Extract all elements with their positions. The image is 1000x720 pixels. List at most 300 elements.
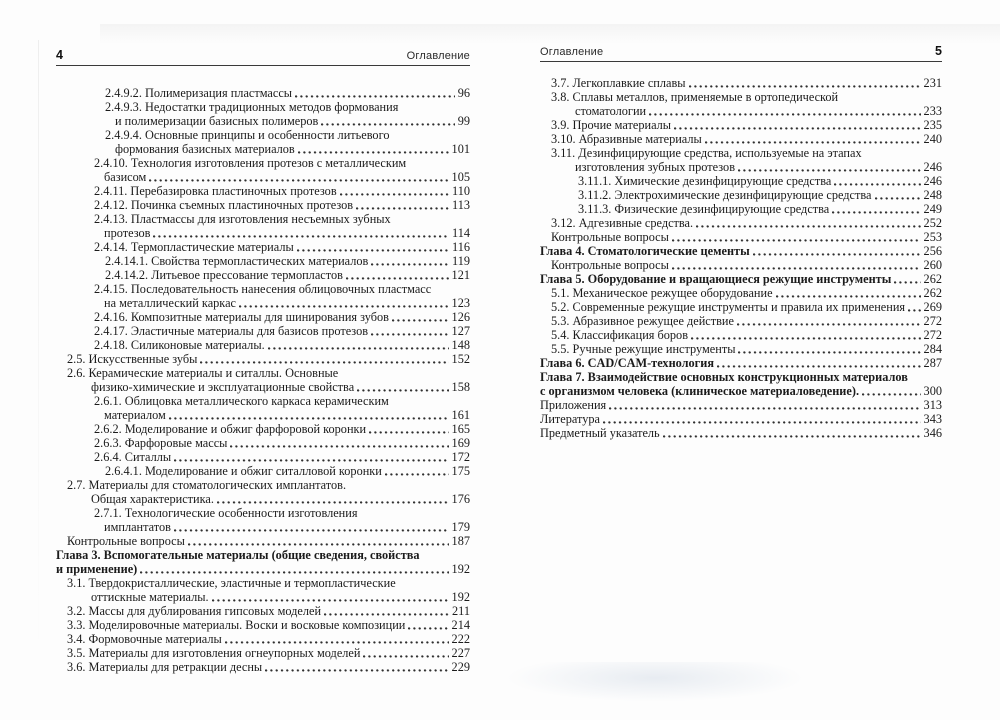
toc-entry-text: 5.3. Абразивное режущее действие — [551, 314, 734, 328]
toc-entry-text: Общая характеристика. — [91, 492, 214, 506]
toc-line — [56, 464, 470, 478]
toc-line — [540, 328, 942, 342]
toc-page-ref: 229 — [451, 660, 470, 674]
dot-leader — [357, 389, 448, 392]
dot-leader — [217, 501, 449, 504]
toc-entry — [540, 132, 942, 146]
toc-line — [540, 426, 942, 440]
toc-entry — [540, 370, 942, 398]
toc-entry — [56, 422, 470, 436]
toc-entry-text: имплантатов — [104, 520, 171, 534]
toc-entry — [56, 534, 470, 548]
dot-leader — [737, 323, 921, 326]
running-head — [56, 0, 470, 62]
toc-entry — [56, 450, 470, 464]
toc-line — [56, 128, 470, 142]
toc-page-ref: 287 — [923, 356, 942, 370]
toc-line — [56, 394, 470, 408]
toc-page-ref: 231 — [923, 76, 942, 90]
toc-page-ref: 176 — [451, 492, 470, 506]
toc-entry — [56, 156, 470, 184]
toc-page-ref: 175 — [451, 464, 470, 478]
toc-entry — [56, 338, 470, 352]
toc-entry — [540, 328, 942, 342]
dot-leader — [832, 211, 920, 214]
dot-leader — [225, 641, 449, 644]
running-title: Оглавление — [540, 46, 604, 58]
dot-leader — [663, 435, 921, 438]
dot-leader — [649, 113, 920, 116]
page-left — [56, 0, 470, 674]
toc-entry — [540, 230, 942, 244]
toc-line — [56, 310, 470, 324]
dot-leader — [392, 319, 449, 322]
dot-leader — [776, 295, 921, 298]
dot-leader — [705, 141, 921, 144]
toc-entry-text: Контрольные вопросы — [67, 534, 185, 548]
toc-line — [540, 300, 942, 314]
toc-page-ref: 233 — [923, 104, 942, 118]
toc-entry-text: 3.11.3. Физические дезинфицирующие средства — [578, 202, 830, 216]
toc-entry-text: 2.4.16. Композитные материалы для шинирования зубов — [94, 310, 389, 324]
toc-line — [540, 314, 942, 328]
dot-leader — [321, 123, 454, 126]
dot-leader — [834, 183, 920, 186]
toc-entry — [56, 310, 470, 324]
toc-line — [56, 212, 470, 226]
toc-line — [540, 370, 942, 384]
toc-line — [56, 506, 470, 520]
toc-entry-text: оттискные материалы. — [91, 590, 209, 604]
toc-entry-text: изготовления зубных протезов — [575, 160, 735, 174]
toc-entry — [540, 342, 942, 356]
running-head — [540, 0, 942, 58]
dot-leader — [298, 151, 449, 154]
toc-page-ref: 269 — [923, 300, 942, 314]
toc-entry-text: 2.7. Материалы для стоматологических имплантатов. — [67, 478, 347, 492]
toc-page-ref: 179 — [451, 520, 470, 534]
toc-entry-text: 3.1. Твердокристаллические, эластичные и термопластические — [67, 576, 396, 590]
toc-page-ref: 114 — [452, 226, 470, 240]
toc-entry-text: 3.11. Дезинфицирующие средства, используемые на этапах — [551, 146, 862, 160]
toc-entry-text: 3.7. Легкоплавкие сплавы — [551, 76, 686, 90]
dot-leader — [738, 169, 921, 172]
toc-entry-text: 2.4.18. Силиконовые материалы. — [94, 338, 265, 352]
toc-entry — [540, 314, 942, 328]
toc-entry-text: 2.6.3. Фарфоровые массы — [94, 436, 228, 450]
toc-entry-text: 3.6. Материалы для ретракции десны — [67, 660, 263, 674]
toc-entries-right — [540, 76, 942, 440]
toc-entry-text: 2.4.9.3. Недостатки традиционных методов формования — [105, 100, 399, 114]
toc-line — [56, 422, 470, 436]
toc-page-ref: 192 — [451, 562, 470, 576]
toc-entry-text: 2.4.9.2. Полимеризация пластмассы — [105, 86, 293, 100]
toc-entry — [540, 300, 942, 314]
toc-line — [540, 118, 942, 132]
toc-entry-text: с организмом человека (клиническое материаловедение). — [540, 384, 860, 398]
toc-entry — [56, 436, 470, 450]
toc-line — [56, 268, 470, 282]
toc-line — [56, 170, 470, 184]
toc-entry — [56, 184, 470, 198]
dot-leader — [753, 253, 921, 256]
toc-line — [540, 76, 942, 90]
scan-shadow-bottom — [505, 662, 805, 702]
toc-page-ref: 96 — [457, 86, 470, 100]
toc-entry-text: 2.4.14.2. Литьевое прессование термопластов — [105, 268, 343, 282]
toc-line — [56, 618, 470, 632]
toc-entry-text: 3.12. Адгезивные средства. — [551, 216, 694, 230]
toc-line — [56, 450, 470, 464]
dot-leader — [346, 277, 449, 280]
dot-leader — [738, 351, 920, 354]
toc-line — [56, 366, 470, 380]
toc-line — [540, 230, 942, 244]
toc-entry — [540, 272, 942, 286]
dot-leader — [408, 627, 448, 630]
toc-entry-text: 2.4.14.1. Свойства термопластических материалов — [105, 254, 369, 268]
toc-line — [56, 632, 470, 646]
toc-entry — [540, 286, 942, 300]
toc-page-ref: 123 — [451, 296, 470, 310]
dot-leader — [371, 263, 449, 266]
toc-line — [56, 338, 470, 352]
toc-entry — [56, 282, 470, 310]
toc-page-ref: 262 — [923, 272, 942, 286]
dot-leader — [689, 85, 921, 88]
toc-page-ref: 126 — [451, 310, 470, 324]
toc-page-ref: 172 — [451, 450, 470, 464]
toc-page-ref: 240 — [923, 132, 942, 146]
toc-page-ref: 116 — [452, 240, 470, 254]
toc-entry-text: 2.4.17. Эластичные материалы для базисов протезов — [94, 324, 369, 338]
toc-line — [56, 436, 470, 450]
toc-entry-text: 5.5. Ручные режущие инструменты — [551, 342, 736, 356]
dot-leader — [691, 337, 921, 340]
toc-entry-text: 3.4. Формовочные материалы — [67, 632, 222, 646]
toc-entry-text: 3.2. Массы для дублирования гипсовых моделей — [67, 604, 322, 618]
page-right — [540, 0, 942, 440]
toc-entry — [56, 324, 470, 338]
dot-leader — [894, 281, 920, 284]
toc-line — [56, 604, 470, 618]
toc-line — [56, 86, 470, 100]
dot-leader — [169, 417, 449, 420]
toc-entry-text: 2.6.4. Ситаллы — [94, 450, 172, 464]
dot-leader — [862, 393, 921, 396]
toc-line — [56, 660, 470, 674]
toc-entry — [540, 244, 942, 258]
toc-page-ref: 227 — [451, 646, 470, 660]
dot-leader — [371, 333, 448, 336]
toc-entry-text: физико-химические и эксплуатационные свойства — [91, 380, 355, 394]
dot-leader — [696, 225, 920, 228]
toc-entry-text: 2.4.13. Пластмассы для изготовления несъемных зубных — [94, 212, 391, 226]
toc-entry-text: 2.4.10. Технология изготовления протезов с металлическим — [94, 156, 407, 170]
toc-entry — [56, 660, 470, 674]
toc-entry-text: Глава 4. Стоматологические цементы — [540, 244, 750, 258]
head-rule — [540, 61, 942, 62]
toc-entry-text: стоматологии — [575, 104, 647, 118]
toc-page-ref: 300 — [923, 384, 942, 398]
dot-leader — [609, 407, 920, 410]
toc-line — [56, 492, 470, 506]
toc-line — [56, 548, 470, 562]
toc-line — [56, 590, 470, 604]
dot-leader — [324, 613, 449, 616]
dot-leader — [674, 127, 921, 130]
dot-leader — [340, 193, 449, 196]
toc-entry — [540, 356, 942, 370]
toc-page-ref: 169 — [451, 436, 470, 450]
toc-line — [56, 254, 470, 268]
running-title: Оглавление — [406, 50, 470, 62]
toc-page-ref: 346 — [923, 426, 942, 440]
toc-entry — [56, 268, 470, 282]
toc-entry-text: 3.5. Материалы для изготовления огнеупорных моделей — [67, 646, 361, 660]
toc-entry-text: на металлический каркас — [104, 296, 237, 310]
toc-page-ref: 260 — [923, 258, 942, 272]
toc-line — [540, 412, 942, 426]
toc-page-ref: 272 — [923, 328, 942, 342]
head-rule — [56, 65, 470, 66]
toc-entry-text: 2.4.9.4. Основные принципы и особенности литьевого — [105, 128, 390, 142]
toc-line — [540, 132, 942, 146]
dot-leader — [265, 669, 448, 672]
toc-line — [56, 100, 470, 114]
toc-entry — [56, 506, 470, 534]
toc-entry-text: базисом — [104, 170, 147, 184]
toc-line — [540, 258, 942, 272]
toc-line — [56, 240, 470, 254]
toc-line — [56, 184, 470, 198]
toc-page-ref: 187 — [451, 534, 470, 548]
toc-entry — [56, 212, 470, 240]
page-edge — [38, 40, 39, 660]
toc-line — [56, 296, 470, 310]
toc-entry — [56, 464, 470, 478]
toc-line — [56, 114, 470, 128]
toc-line — [56, 352, 470, 366]
toc-entry-text: Глава 3. Вспомогательные материалы (общие сведения, свойства — [56, 548, 420, 562]
toc-line — [540, 104, 942, 118]
toc-entry-text: 2.4.14. Термопластические материалы — [94, 240, 294, 254]
toc-entry — [540, 76, 942, 90]
toc-line — [56, 562, 470, 576]
toc-line — [56, 142, 470, 156]
dot-leader — [875, 197, 921, 200]
toc-entry — [540, 188, 942, 202]
dot-leader — [908, 309, 920, 312]
toc-line — [540, 356, 942, 370]
toc-line — [56, 520, 470, 534]
toc-entry — [56, 646, 470, 660]
toc-page-ref: 119 — [452, 254, 470, 268]
toc-entry-text: 2.6. Керамические материалы и ситаллы. Основные — [67, 366, 339, 380]
toc-entry — [56, 198, 470, 212]
toc-entry — [56, 240, 470, 254]
toc-line — [56, 478, 470, 492]
toc-line — [540, 90, 942, 104]
toc-page-ref: 192 — [451, 590, 470, 604]
toc-entry — [540, 216, 942, 230]
toc-entry — [56, 366, 470, 394]
toc-entry-text: Контрольные вопросы — [551, 258, 669, 272]
toc-page-ref: 343 — [923, 412, 942, 426]
dot-leader — [200, 361, 448, 364]
toc-entry-text: 2.6.4.1. Моделирование и обжиг ситалловой коронки — [105, 464, 382, 478]
toc-entry — [540, 118, 942, 132]
toc-entry-text: 3.10. Абразивные материалы — [551, 132, 702, 146]
toc-entry-text: Глава 6. CAD/CAM-технология — [540, 356, 715, 370]
toc-line — [56, 646, 470, 660]
toc-entry-text: формования базисных материалов — [115, 142, 295, 156]
toc-line — [540, 342, 942, 356]
toc-entry-text: Контрольные вопросы — [551, 230, 669, 244]
toc-entry — [540, 398, 942, 412]
toc-page-ref: 110 — [452, 184, 470, 198]
toc-line — [56, 198, 470, 212]
page-number: 4 — [56, 48, 63, 62]
toc-entry — [56, 86, 470, 100]
dot-leader — [363, 655, 448, 658]
toc-page-ref: 246 — [923, 160, 942, 174]
dot-leader — [188, 543, 449, 546]
toc-entry-text: 3.11.2. Электрохимические дезинфицирующие средства — [578, 188, 872, 202]
dot-leader — [140, 571, 448, 574]
toc-line — [56, 576, 470, 590]
toc-entry-text: 5.2. Современные режущие инструменты и правила их применения — [551, 300, 906, 314]
toc-line — [56, 226, 470, 240]
toc-line — [540, 174, 942, 188]
toc-entry — [56, 394, 470, 422]
dot-leader — [603, 421, 921, 424]
toc-page-ref: 252 — [923, 216, 942, 230]
toc-entry — [56, 478, 470, 506]
dot-leader — [174, 459, 448, 462]
dot-leader — [385, 473, 449, 476]
toc-entry-text: и полимеризации базисных полимеров — [115, 114, 319, 128]
toc-entry-text: 5.4. Классификация боров — [551, 328, 689, 342]
dot-leader — [239, 305, 449, 308]
toc-page-ref: 105 — [451, 170, 470, 184]
toc-entry — [540, 426, 942, 440]
toc-page-ref: 161 — [451, 408, 470, 422]
toc-page-ref: 248 — [923, 188, 942, 202]
toc-entry — [56, 128, 470, 156]
toc-entry-text: 2.5. Искусственные зубы — [67, 352, 198, 366]
toc-line — [540, 272, 942, 286]
toc-page-ref: 158 — [451, 380, 470, 394]
dot-leader — [153, 235, 449, 238]
toc-entry-text: и применение) — [56, 562, 138, 576]
toc-page-ref: 272 — [923, 314, 942, 328]
toc-page-ref: 214 — [451, 618, 470, 632]
toc-entry-text: Глава 7. Взаимодействие основных конструкционных материалов — [540, 370, 908, 384]
dot-leader — [717, 365, 921, 368]
toc-entry — [540, 90, 942, 118]
dot-leader — [149, 179, 448, 182]
toc-entry-text: Приложения — [540, 398, 607, 412]
toc-entry-text: 2.7.1. Технологические особенности изготовления — [94, 506, 358, 520]
toc-page-ref: 127 — [451, 324, 470, 338]
toc-page-ref: 101 — [451, 142, 470, 156]
toc-entry — [56, 548, 470, 576]
toc-line — [540, 286, 942, 300]
toc-page-ref: 256 — [923, 244, 942, 258]
toc-entry — [56, 576, 470, 604]
page-number: 5 — [935, 44, 942, 58]
toc-entry — [56, 604, 470, 618]
dot-leader — [268, 347, 449, 350]
toc-line — [56, 408, 470, 422]
toc-entry — [56, 618, 470, 632]
dot-leader — [295, 95, 455, 98]
dot-leader — [369, 431, 448, 434]
toc-line — [56, 282, 470, 296]
toc-line — [56, 324, 470, 338]
toc-entry-text: Предметный указатель — [540, 426, 660, 440]
toc-line — [540, 398, 942, 412]
toc-entry — [56, 254, 470, 268]
toc-entry-text: 2.6.1. Облицовка металлического каркаса керамическим — [94, 394, 389, 408]
toc-entry — [540, 258, 942, 272]
toc-entries-left — [56, 86, 470, 674]
toc-entry-text: 3.3. Моделировочные материалы. Воски и восковые композиции — [67, 618, 406, 632]
toc-entry — [56, 100, 470, 128]
toc-line — [540, 384, 942, 398]
toc-line — [540, 202, 942, 216]
toc-page-ref: 99 — [457, 114, 470, 128]
toc-page-ref: 262 — [923, 286, 942, 300]
toc-page-ref: 222 — [451, 632, 470, 646]
toc-page-ref: 253 — [923, 230, 942, 244]
toc-page-ref: 152 — [451, 352, 470, 366]
toc-line — [540, 188, 942, 202]
dot-leader — [356, 207, 449, 210]
toc-entry-text: 3.11.1. Химические дезинфицирующие средства — [578, 174, 832, 188]
toc-entry-text: 2.6.2. Моделирование и обжиг фарфоровой коронки — [94, 422, 367, 436]
toc-entry — [56, 632, 470, 646]
dot-leader — [174, 529, 449, 532]
toc-page-ref: 113 — [452, 198, 470, 212]
toc-page-ref: 121 — [451, 268, 470, 282]
toc-entry-text: Глава 5. Оборудование и вращающиеся режущие инструменты — [540, 272, 892, 286]
toc-entry-text: 2.4.12. Починка съемных пластиночных протезов — [94, 198, 354, 212]
toc-line — [56, 534, 470, 548]
toc-page-ref: 284 — [923, 342, 942, 356]
toc-line — [540, 146, 942, 160]
toc-entry-text: протезов — [104, 226, 151, 240]
toc-entry — [540, 146, 942, 174]
dot-leader — [212, 599, 449, 602]
toc-line — [540, 244, 942, 258]
toc-entry — [540, 174, 942, 188]
toc-line — [56, 156, 470, 170]
toc-page-ref: 148 — [451, 338, 470, 352]
toc-entry-text: 2.4.11. Перебазировка пластиночных протезов — [94, 184, 337, 198]
toc-entry — [540, 412, 942, 426]
toc-page-ref: 249 — [923, 202, 942, 216]
dot-leader — [230, 445, 448, 448]
toc-page-ref: 313 — [923, 398, 942, 412]
toc-line — [540, 216, 942, 230]
toc-entry-text: 3.8. Сплавы металлов, применяемые в ортопедической — [551, 90, 839, 104]
toc-line — [56, 380, 470, 394]
dot-leader — [672, 239, 921, 242]
toc-entry-text: материалом — [104, 408, 166, 422]
toc-line — [540, 160, 942, 174]
